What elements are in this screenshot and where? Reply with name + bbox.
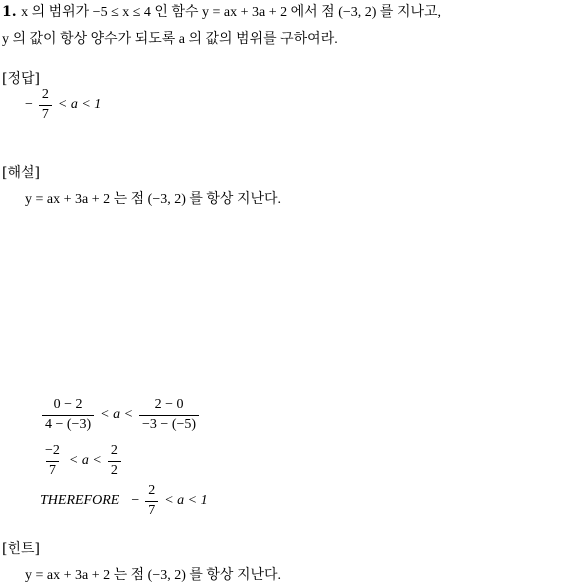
explanation-equation-1	[40, 398, 201, 432]
explanation-line1: y = ax + 3a + 2 는 점 (−3, 2) 를 항상 지난다.	[25, 192, 282, 207]
answer-fraction	[39, 88, 52, 122]
eq3-fraction	[145, 484, 158, 518]
eq1-right-denominator: −3 − (−5)	[139, 415, 199, 433]
answer-minus: −	[25, 97, 33, 113]
eq3-prefix: THEREFORE	[40, 493, 120, 509]
explanation-label: [해설]	[2, 165, 40, 181]
answer-inequality: < a < 1	[57, 97, 102, 113]
eq3-inequality: < a < 1	[164, 493, 208, 509]
answer-fraction-numerator: 2	[41, 87, 49, 102]
eq3-numerator: 2	[148, 483, 156, 498]
explanation-equation-3	[40, 484, 208, 518]
eq1-right-numerator: 2 − 0	[154, 397, 184, 412]
problem-text-line1: x 의 범위가 −5 ≤ x ≤ 4 인 함수 y = ax + 3a + 2 에서 점 (−3, 2) 를 지나고,	[21, 5, 442, 20]
eq1-left-numerator: 0 − 2	[53, 397, 83, 412]
eq1-right-fraction	[139, 398, 199, 432]
problem-statement-line1	[2, 5, 441, 20]
problem-number: 1.	[2, 4, 17, 20]
eq2-right-denominator: 2	[108, 461, 121, 479]
problem-text-line2: y 의 값이 항상 양수가 되도록 a 의 값의 범위를 구하여라.	[2, 32, 338, 47]
explanation-equation-2	[40, 444, 123, 478]
eq1-left-denominator: 4 − (−3)	[42, 415, 94, 433]
eq2-left-denominator: 7	[46, 461, 59, 479]
eq2-right-fraction	[108, 444, 121, 478]
answer-fraction-denominator: 7	[39, 105, 52, 123]
eq2-left-fraction	[42, 444, 63, 478]
hint-line1: y = ax + 3a + 2 는 점 (−3, 2) 를 항상 지난다.	[25, 568, 282, 583]
eq2-left-numerator: −2	[45, 443, 60, 458]
hint-label: [힌트]	[2, 541, 40, 557]
eq2-right-numerator: 2	[110, 443, 118, 458]
eq1-left-fraction	[42, 398, 94, 432]
answer-expression	[25, 88, 101, 122]
answer-label: [정답]	[2, 71, 40, 87]
eq3-minus: −	[131, 493, 140, 509]
eq1-middle: < a <	[100, 407, 134, 423]
eq2-middle: < a <	[68, 453, 102, 469]
eq3-denominator: 7	[145, 501, 158, 519]
